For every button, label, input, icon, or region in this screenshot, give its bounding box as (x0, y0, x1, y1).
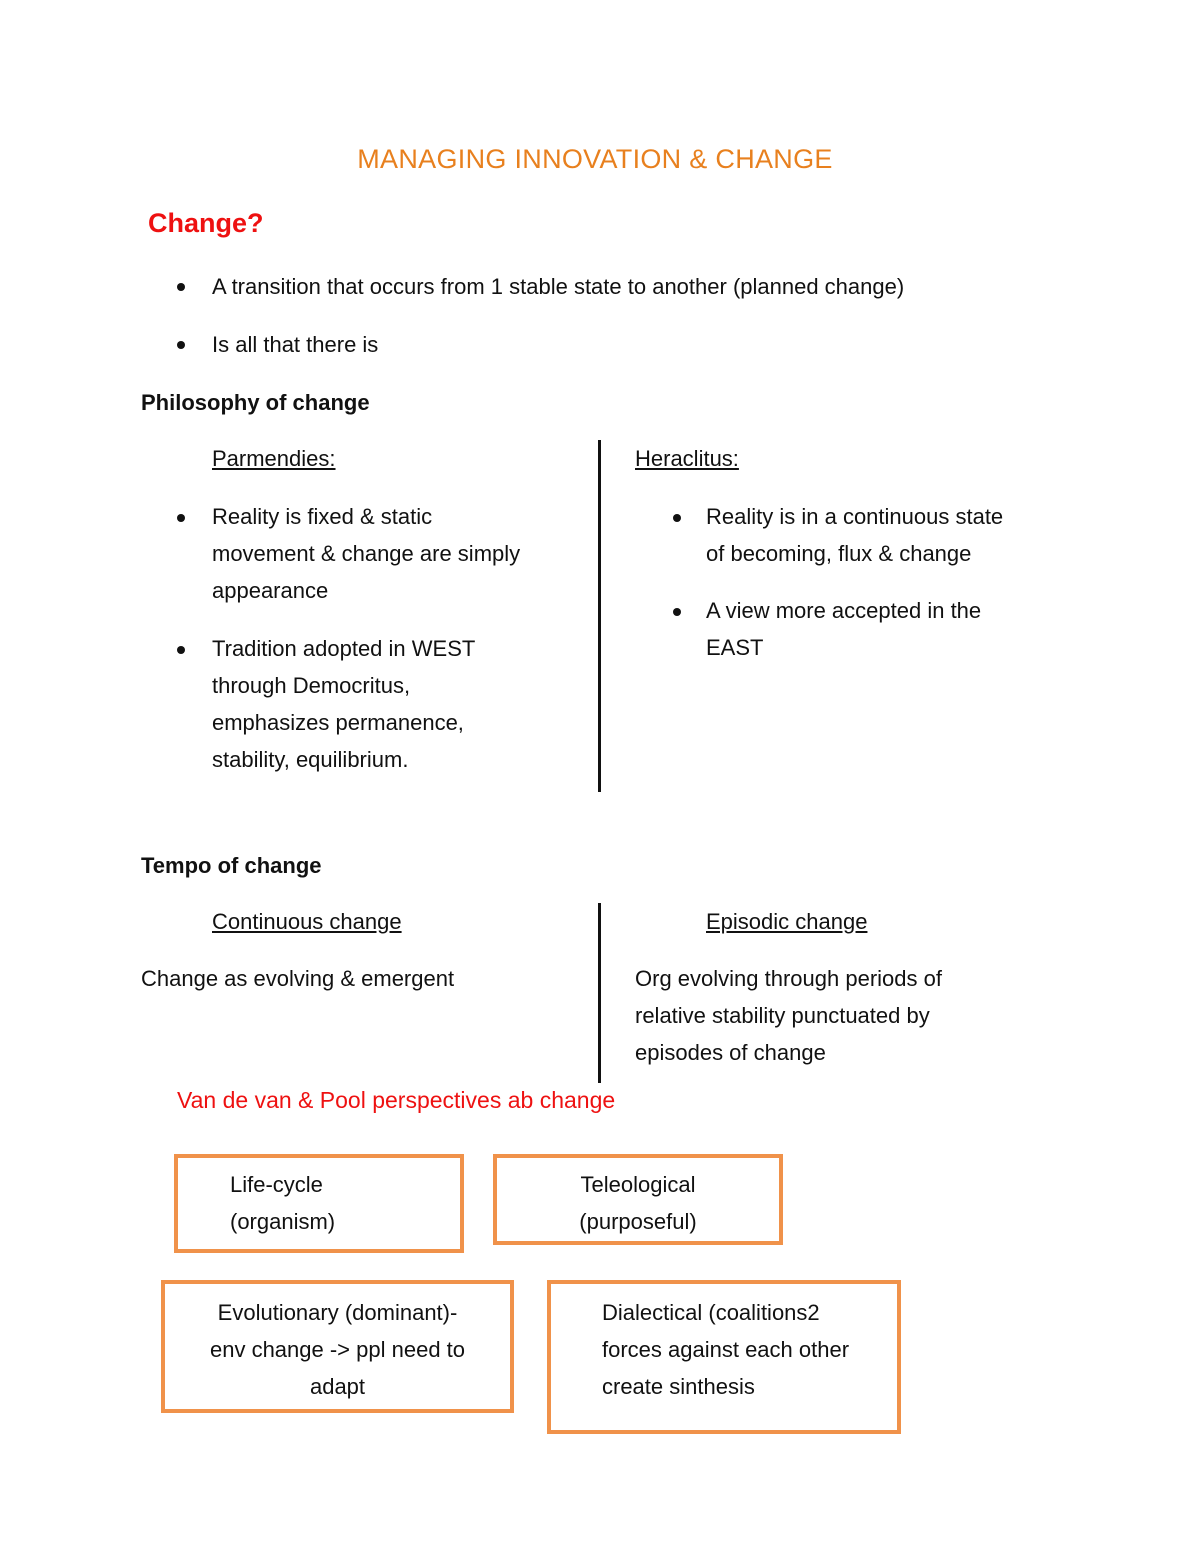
philosophy-heading: Philosophy of change (141, 390, 370, 415)
perspectives-heading: Van de van & Pool perspectives ab change (177, 1087, 616, 1113)
parmendies-bullet-2: Tradition adopted in WEST through Democritus, emphasizes permanence, stability, equilibrium. (212, 636, 476, 772)
parmendies-bullet-1: Reality is fixed & static movement & change are simply appearance (212, 504, 521, 603)
heraclitus-bullet-1: Reality is in a continuous state of becoming, flux & change (706, 504, 1004, 566)
episodic-change-label: Episodic change (706, 909, 868, 934)
heraclitus-label: Heraclitus: (635, 446, 739, 471)
column-divider (598, 903, 601, 1083)
bullet-dot (673, 608, 681, 616)
continuous-change-label: Continuous change (212, 909, 402, 934)
change-heading: Change? (148, 208, 264, 238)
episodic-change-text: Org evolving through periods of relative stability punctuated by episodes of change (635, 966, 942, 1065)
bullet-dot (177, 283, 185, 291)
document-title: MANAGING INNOVATION & CHANGE (357, 144, 833, 174)
perspective-box-life-cycle: Life-cycle (organism) (174, 1154, 464, 1253)
perspective-box-evolutionary: Evolutionary (dominant)- env change -> ppl need to adapt (161, 1280, 514, 1413)
bullet-dot (177, 514, 185, 522)
bullet-dot (177, 341, 185, 349)
bullet-dot (673, 514, 681, 522)
heraclitus-bullet-2: A view more accepted in the EAST (706, 598, 982, 660)
perspective-box-teleological: Teleological (purposeful) (493, 1154, 783, 1245)
perspective-box-dialectical: Dialectical (coalitions2 forces against each other create sinthesis (547, 1280, 901, 1434)
tempo-heading: Tempo of change (141, 853, 322, 878)
column-divider (598, 440, 601, 792)
parmendies-label: Parmendies: (212, 446, 336, 471)
continuous-change-text: Change as evolving & emergent (141, 966, 455, 991)
change-bullet-2: Is all that there is (212, 332, 379, 357)
change-bullet-1: A transition that occurs from 1 stable state to another (planned change) (212, 274, 905, 299)
bullet-dot (177, 646, 185, 654)
